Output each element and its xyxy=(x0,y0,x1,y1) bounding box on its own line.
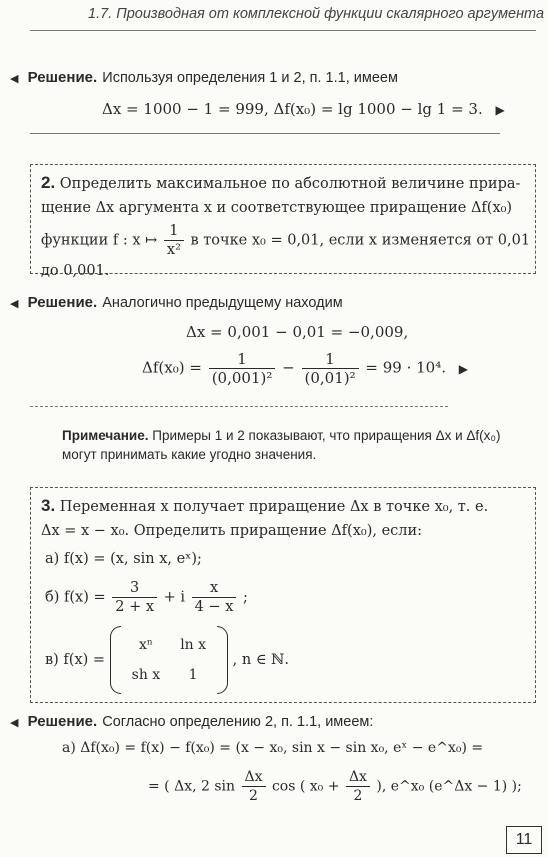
solution-1 xyxy=(10,67,398,86)
formula-text: ), e^x₀ (e^Δx − 1) ); xyxy=(376,778,522,795)
numerator: x xyxy=(192,579,237,598)
numerator: 1 xyxy=(302,350,359,369)
problem-item-a: а) f(x) = (x, sin x, eˣ); xyxy=(45,551,202,567)
problem-line xyxy=(41,222,531,259)
formula-text: = ( Δx, 2 sin xyxy=(148,778,236,795)
solution-text: Используя определения 1 и 2, п. 1.1, имеем xyxy=(102,70,398,86)
matrix-table xyxy=(122,630,216,690)
fraction xyxy=(164,222,184,259)
problem-line xyxy=(41,494,531,519)
formula-text: Δx = 1000 − 1 = 999, Δf(x₀) = lg 1000 − lg 1 = 3. xyxy=(102,100,483,118)
solution-3-line-2 xyxy=(148,768,522,805)
solution-1-formula xyxy=(102,100,505,118)
numerator: Δx xyxy=(242,768,266,787)
formula-text: в) f(x) = xyxy=(45,652,106,668)
numerator: Δx xyxy=(346,768,370,787)
problem-text: Определить максимальное по абсолютной величине прира- xyxy=(59,176,521,192)
page-number: 11 xyxy=(506,826,542,854)
right-paren xyxy=(217,626,228,694)
numerator: 1 xyxy=(209,350,276,369)
fraction xyxy=(192,579,237,616)
denominator: (0,01)² xyxy=(304,369,356,387)
solution-2-formula-2 xyxy=(142,350,468,387)
denominator: 2 xyxy=(353,788,363,804)
running-header: 1.7. Производная от комплексной функции скалярного аргумента xyxy=(88,6,545,22)
left-paren xyxy=(110,626,121,694)
section-rule xyxy=(30,406,448,407)
solution-2 xyxy=(10,292,343,311)
problem-text: в точке x₀ = 0,01, если x изменяется от 0,01 xyxy=(190,232,531,249)
problem-number: 2. xyxy=(41,173,56,192)
fraction xyxy=(302,350,359,387)
matrix-cell: sh x xyxy=(131,667,161,683)
numerator: 3 xyxy=(112,579,157,598)
problem-3-box xyxy=(30,487,536,703)
problem-line: до 0,001. xyxy=(41,263,110,279)
section-rule xyxy=(30,133,500,134)
fraction xyxy=(242,768,266,805)
formula-text: = 99 · 10⁴. xyxy=(365,358,447,377)
denominator: 2 xyxy=(249,788,258,804)
matrix-cell: ln x xyxy=(180,637,207,653)
triangle-left-icon: ◀ xyxy=(10,72,19,85)
solution-text: Аналогично предыдущему находим xyxy=(102,295,343,311)
denominator: x² xyxy=(166,242,181,258)
fraction xyxy=(346,768,370,805)
formula-text: б) f(x) = xyxy=(45,589,106,606)
problem-number: 3. xyxy=(41,496,56,515)
problem-text: функции f : x ↦ xyxy=(41,232,158,249)
formula-text: + i xyxy=(163,589,186,606)
solution-2-formula-1: Δx = 0,001 − 0,01 = −0,009, xyxy=(186,323,409,341)
denominator: 2 + x xyxy=(115,599,155,615)
problem-text: Переменная x получает приращение Δx в точке x₀, т. е. xyxy=(59,499,489,515)
matrix-cell: 1 xyxy=(188,667,198,683)
solution-label: Решение. xyxy=(27,713,98,730)
solution-3 xyxy=(10,711,373,730)
denominator: 4 − x xyxy=(194,599,234,615)
formula-text: cos ( x₀ + xyxy=(271,778,340,795)
problem-line: Δx = x − x₀. Определить приращение Δf(x₀), если: xyxy=(41,523,423,539)
matrix-cell: xⁿ xyxy=(138,637,153,653)
formula-text: ; xyxy=(243,589,248,606)
formula-text: Δf(x₀) = xyxy=(142,358,202,377)
denominator: (0,001)² xyxy=(211,369,273,387)
note-label: Примечание. xyxy=(62,428,149,443)
solution-label: Решение. xyxy=(27,69,98,86)
formula-text: , n ∈ ℕ. xyxy=(232,652,290,668)
problem-2-box xyxy=(30,164,536,279)
problem-item-b xyxy=(45,579,531,616)
solution-text: Согласно определению 2, п. 1.1, имеем: xyxy=(102,714,374,730)
solution-label: Решение. xyxy=(27,294,98,311)
problem-line xyxy=(41,171,531,196)
triangle-right-icon: ▶ xyxy=(495,103,505,117)
problem-item-c xyxy=(45,630,531,690)
numerator: 1 xyxy=(164,222,184,241)
triangle-right-icon: ▶ xyxy=(458,361,469,376)
fraction xyxy=(112,579,157,616)
header-rule xyxy=(30,30,536,31)
triangle-left-icon: ◀ xyxy=(10,297,19,310)
problem-line: щение Δx аргумента x и соответствующее приращение Δf(x₀) xyxy=(41,200,513,216)
fraction xyxy=(209,350,276,387)
note-text: Примеры 1 и 2 показывают, что приращения Δx и Δf(x₀) могут принимать какие угодно значения. xyxy=(62,428,501,462)
matrix xyxy=(110,630,228,690)
triangle-left-icon: ◀ xyxy=(10,716,19,729)
formula-text: − xyxy=(282,358,295,377)
note xyxy=(62,426,532,464)
solution-3-line-1: а) Δf(x₀) = f(x) − f(x₀) = (x − x₀, sin x − sin x₀, eˣ − e^x₀) = xyxy=(62,740,484,756)
